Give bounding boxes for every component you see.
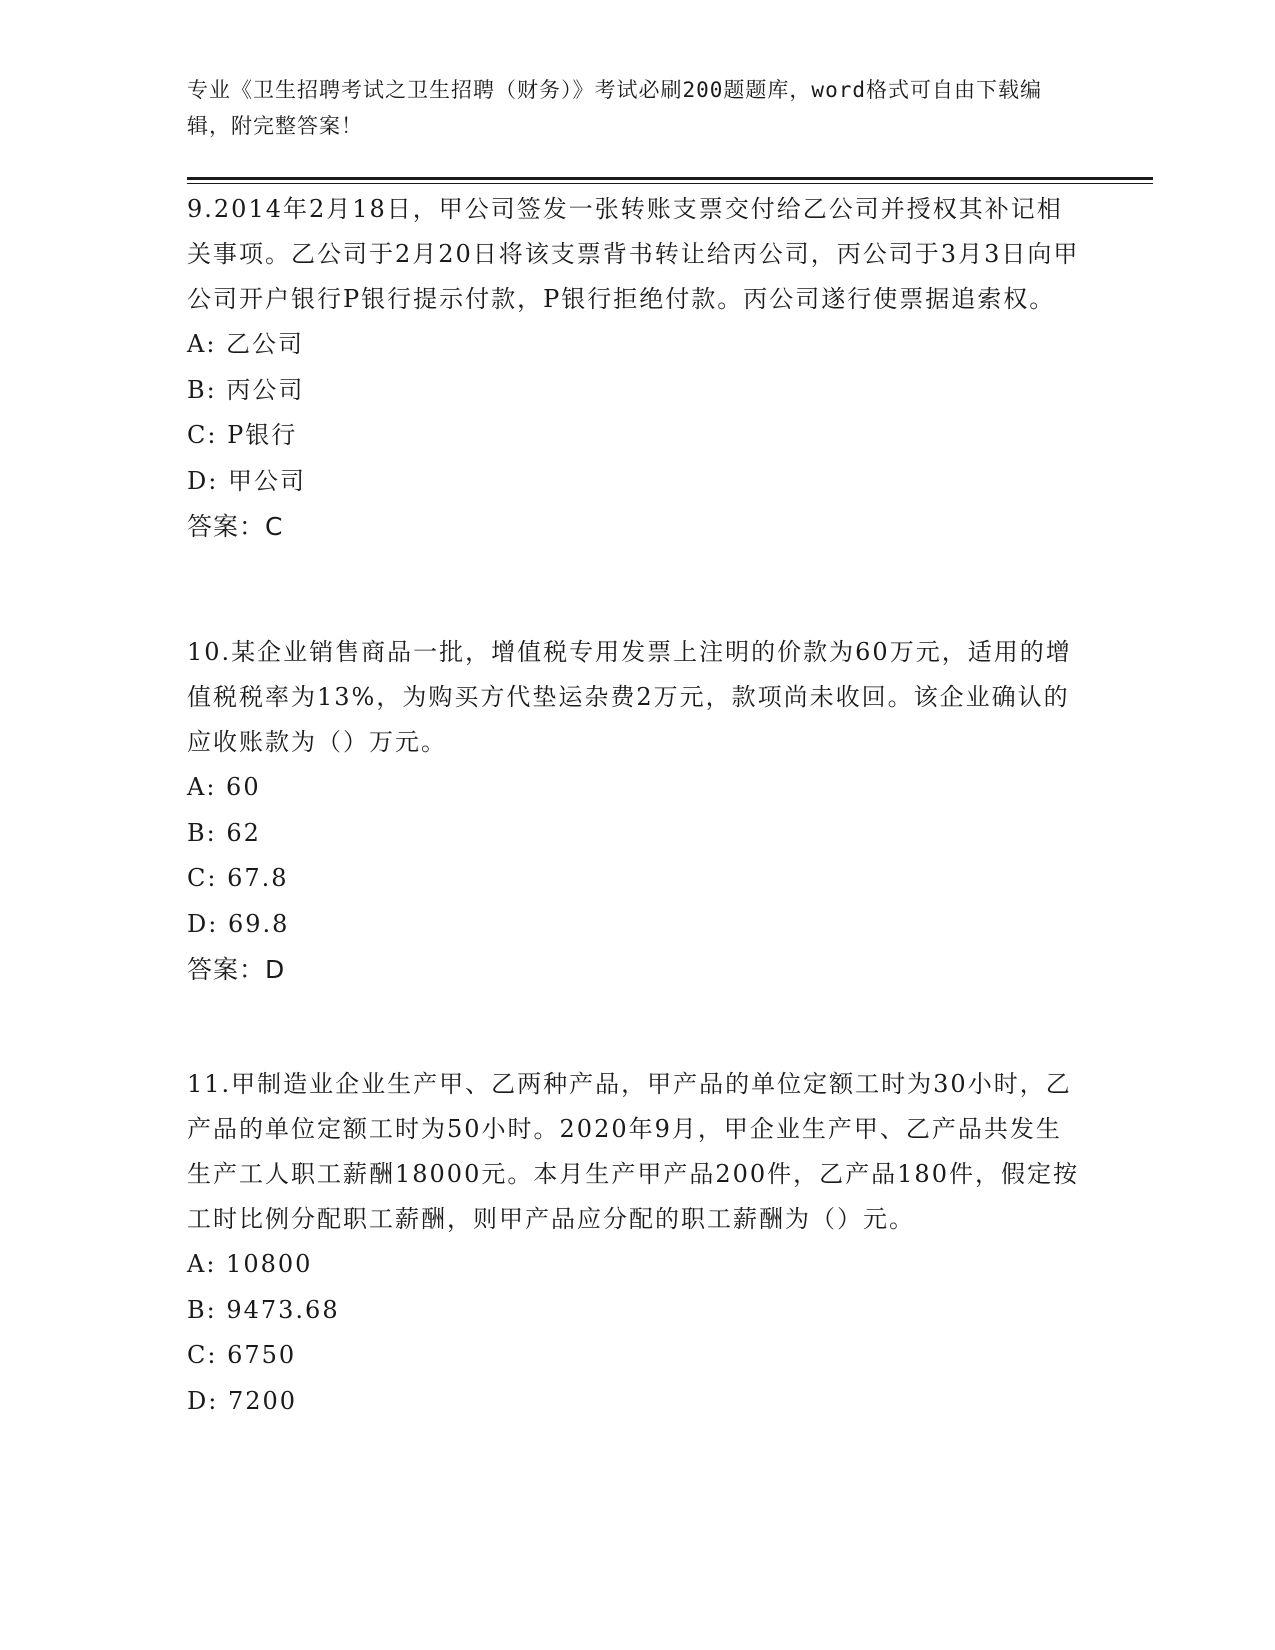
option-d: D: 7200 bbox=[187, 1386, 298, 1415]
question-stem: 10.某企业销售商品一批，增值税专用发票上注明的价款为60万元，适用的增值税税率为13%，为购买方代垫运杂费2万元，款项尚未收回。该企业确认的应收账款为（）万元。 bbox=[187, 638, 1072, 756]
answer-line: 答案：D bbox=[187, 955, 286, 984]
question-stem: 9.2014年2月18日，甲公司签发一张转账支票交付给乙公司并授权其补记相关事项。乙公司于2月20日将该支票背书转让给丙公司，丙公司于3月3日向甲公司开户银行P银行提示付款，P银行拒绝付款。丙公司遂行使票据追索权。 bbox=[187, 195, 1080, 313]
option-d: D: 69.8 bbox=[187, 909, 290, 938]
option-b: B: 62 bbox=[187, 818, 261, 847]
header-divider-thin bbox=[187, 183, 1153, 184]
option-b: B: 9473.68 bbox=[187, 1295, 340, 1324]
question-9 bbox=[187, 187, 1087, 550]
question-stem: 11.甲制造业企业生产甲、乙两种产品，甲产品的单位定额工时为30小时，乙产品的单位定额工时为50小时。2020年9月，甲企业生产甲、乙产品共发生生产工人职工薪酬18000元。本月生产甲产品200件，乙产品180件，假定按工时比例分配职工薪酬，则甲产品应分配的职工薪酬为（）元。 bbox=[187, 1070, 1079, 1233]
option-b: B: 丙公司 bbox=[187, 375, 305, 404]
option-a: A: 乙公司 bbox=[187, 330, 305, 358]
option-c: C: 6750 bbox=[187, 1341, 297, 1369]
option-c: C: P银行 bbox=[187, 421, 298, 449]
question-11 bbox=[187, 1062, 1087, 1424]
option-a: A: 10800 bbox=[187, 1250, 313, 1278]
answer-line: 答案：C bbox=[187, 512, 284, 541]
option-c: C: 67.8 bbox=[187, 864, 289, 892]
option-d: D: 甲公司 bbox=[187, 466, 306, 495]
option-a: A: 60 bbox=[187, 773, 261, 801]
question-10 bbox=[187, 630, 1087, 993]
document-header: 专业《卫生招聘考试之卫生招聘（财务）》考试必刷200题题库，word格式可自由下载编辑，附完整答案！ bbox=[187, 78, 1042, 138]
header-divider-thick bbox=[187, 177, 1153, 180]
